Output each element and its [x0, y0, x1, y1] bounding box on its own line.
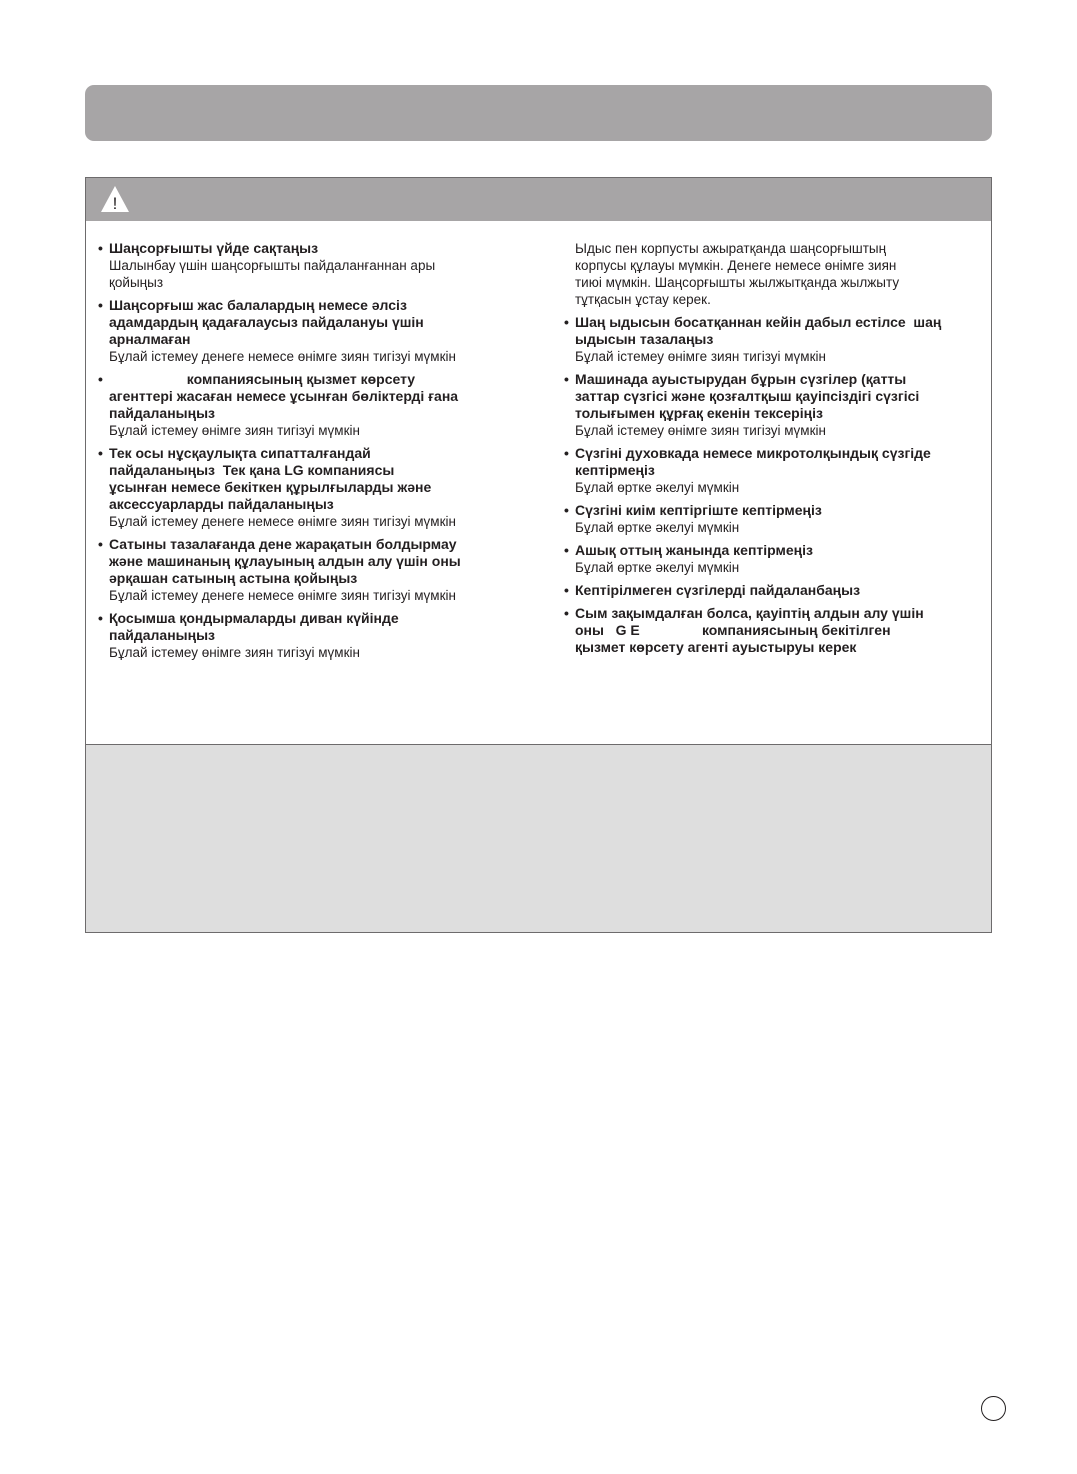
warning-item-title: Шаң ыдысын босатқаннан кейін дабыл естілсе шаң ыдысын тазалаңыз — [575, 314, 942, 347]
warning-column-right — [564, 240, 989, 662]
warning-item-consequence: Бұлай істемеу денеге немесе өнімге зиян тигізуі мүмкін — [109, 514, 456, 529]
warning-item — [564, 314, 989, 365]
warning-item-title: Ашық оттың жанында кептірмеңіз — [575, 542, 813, 558]
warning-item-title: Машинада ауыстырудан бұрын сүзгілер (қатты заттар сүзгісі және қозғалтқыш қауіпсіздігі сүзгісі толығымен құрғақ екенін тексеріңіз — [575, 371, 920, 421]
bullet: • — [564, 582, 569, 598]
warning-item-consequence: Бұлай істемеу денеге немесе өнімге зиян тигізуі мүмкін — [109, 349, 456, 364]
warning-item-consequence: Бұлай өртке әкелуі мүмкін — [575, 560, 740, 575]
warning-triangle-icon — [99, 184, 131, 214]
warning-item-continuation — [564, 240, 989, 308]
bullet: • — [98, 610, 103, 626]
warning-item-title: Сатыны тазалағанда дене жарақатын болдырмау және машинаның құлауының алдын алу үшін оны әрқашан сатының астына қойыңыз — [109, 536, 461, 586]
svg-text:!: ! — [112, 194, 118, 213]
warning-column-left — [98, 240, 523, 667]
bullet: • — [98, 445, 103, 461]
warning-item-title: Кептірілмеген сүзгілерді пайдаланбаңыз — [575, 582, 861, 598]
warning-item — [564, 605, 989, 656]
bullet: • — [98, 297, 103, 313]
note-box — [85, 744, 992, 933]
bullet: • — [98, 536, 103, 552]
bullet: • — [564, 605, 569, 621]
warning-item — [98, 536, 523, 604]
warning-item-title: Шаңсорғыш жас балалардың немесе әлсіз адамдардың қадағалаусыз пайдалануы үшін арналмаған — [109, 297, 424, 347]
warning-item-consequence: Бұлай істемеу өнімге зиян тигізуі мүмкін — [109, 645, 360, 660]
warning-item-consequence: Шалынбау үшін шаңсорғышты пайдаланғаннан ары қойыңыз — [109, 258, 436, 290]
bullet: • — [564, 314, 569, 330]
page-number-circle — [981, 1396, 1006, 1421]
warning-item — [98, 610, 523, 661]
warning-item-consequence: Бұлай істемеу өнімге зиян тигізуі мүмкін — [109, 423, 360, 438]
warning-item — [564, 445, 989, 496]
warning-item — [98, 445, 523, 530]
bullet: • — [564, 502, 569, 518]
warning-item — [98, 297, 523, 365]
section-title-bar — [85, 85, 992, 141]
bullet: • — [564, 542, 569, 558]
warning-item-consequence: Бұлай істемеу өнімге зиян тигізуі мүмкін — [575, 349, 826, 364]
warning-box — [85, 177, 992, 745]
bullet: • — [564, 445, 569, 461]
warning-header — [86, 178, 991, 221]
warning-item-title: Сүзгіні духовкада немесе микротолқындық сүзгіде кептірмеңіз — [575, 445, 931, 478]
warning-item-title: Сүзгіні киім кептіргіште кептірмеңіз — [575, 502, 822, 518]
warning-item-consequence: Бұлай істемеу өнімге зиян тигізуі мүмкін — [575, 423, 826, 438]
warning-item-consequence: Бұлай істемеу денеге немесе өнімге зиян тигізуі мүмкін — [109, 588, 456, 603]
warning-item-title: Шаңсорғышты үйде сақтаңыз — [109, 240, 319, 256]
bullet: • — [564, 371, 569, 387]
warning-item — [98, 371, 523, 439]
bullet: • — [98, 371, 103, 387]
warning-item — [98, 240, 523, 291]
warning-item — [564, 371, 989, 439]
warning-item — [564, 542, 989, 576]
warning-item-title: компаниясының қызмет көрсету агенттері жасаған немесе ұсынған бөліктерді ғана пайдаланыңыз — [109, 371, 459, 421]
warning-item-title: Сым зақымдалған болса, қауіптің алдын алу үшін оны G E компаниясының бекітілген қызмет көрсету агенті ауыстыруы керек — [575, 605, 924, 655]
warning-item-title: Қосымша қондырмаларды диван күйінде пайдаланыңыз — [109, 610, 399, 643]
warning-intro-text: Ыдыс пен корпусты ажыратқанда шаңсорғыштың корпусы құлауы мүмкін. Денеге немесе өнімге зиян тиюі мүмкін. Шаңсорғышты жылжытқанда жылжыту тұтқасын ұстау керек. — [575, 241, 900, 307]
warning-item-consequence: Бұлай өртке әкелуі мүмкін — [575, 480, 740, 495]
warning-item — [564, 502, 989, 536]
bullet: • — [98, 240, 103, 256]
warning-item-consequence: Бұлай өртке әкелуі мүмкін — [575, 520, 740, 535]
warning-item-title: Тек осы нұсқаулықта сипатталғандай пайдаланыңыз Тек қана LG компаниясы ұсынған немесе бекіткен құрылғыларды және аксессуарларды пайдаланыңыз — [109, 445, 432, 512]
warning-item — [564, 582, 989, 599]
